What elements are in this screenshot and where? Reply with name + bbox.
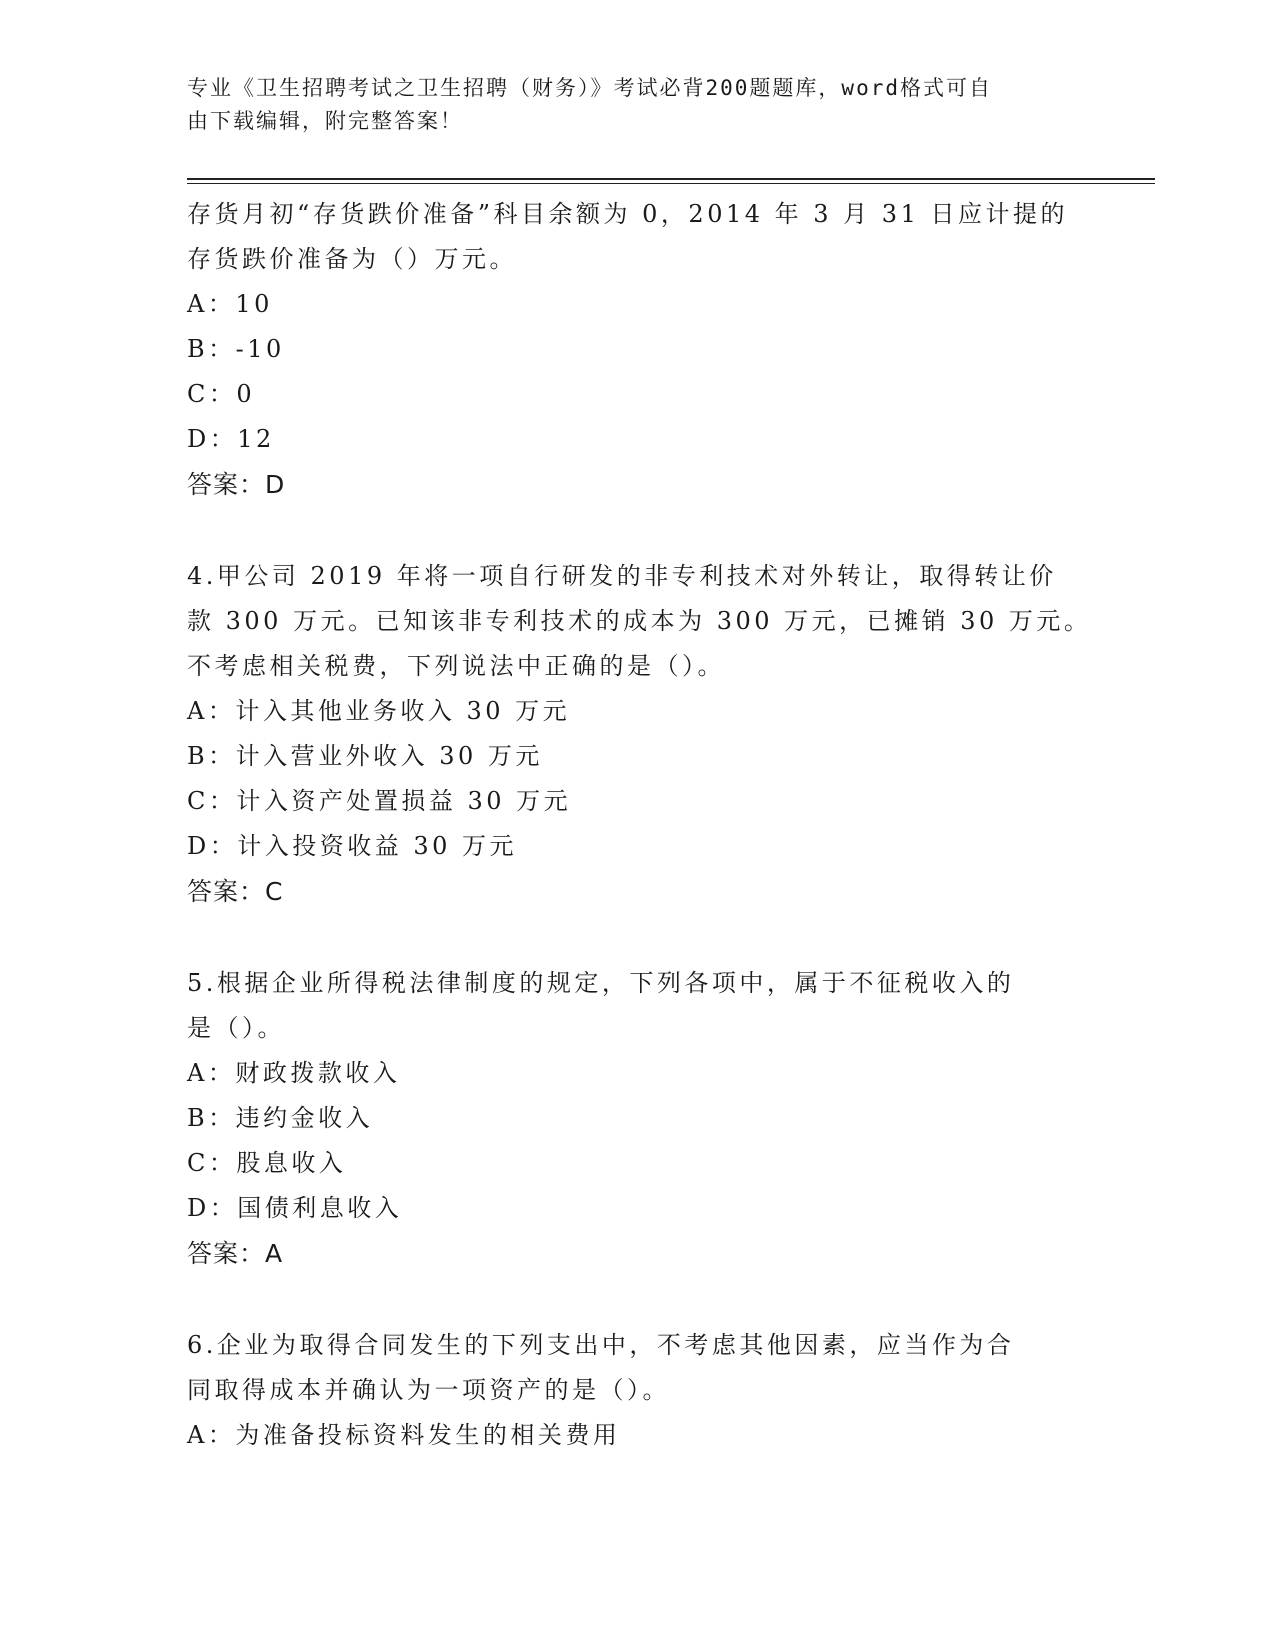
header-divider-thin	[187, 183, 1155, 184]
question-stem: 是（）。	[187, 1014, 285, 1042]
option-b: B：计入营业外收入 30 万元	[187, 742, 543, 770]
option-c: C：计入资产处置损益 30 万元	[187, 787, 572, 815]
header-divider-thick	[187, 178, 1155, 180]
answer-label: 答案：D	[187, 470, 286, 499]
question-stem: 不考虑相关税费，下列说法中正确的是（）。	[187, 652, 725, 680]
question-stem: 款 300 万元。已知该非专利技术的成本为 300 万元，已摊销 30 万元。	[187, 607, 1092, 635]
question-5	[187, 961, 1087, 1276]
option-a: A：计入其他业务收入 30 万元	[187, 697, 571, 725]
question-stem: 存货跌价准备为（）万元。	[187, 245, 517, 273]
question-6	[187, 1323, 1087, 1458]
question-3	[187, 192, 1087, 507]
option-a: A：10	[187, 290, 273, 318]
option-d: D：12	[187, 425, 275, 453]
question-stem: 6.企业为取得合同发生的下列支出中，不考虑其他因素，应当作为合	[187, 1331, 1015, 1359]
question-list	[187, 192, 1092, 1458]
answer-label: 答案：A	[187, 1239, 284, 1268]
header-line-2: 由下载编辑，附完整答案！	[187, 109, 463, 133]
option-a: A：财政拨款收入	[187, 1059, 401, 1087]
question-stem: 5.根据企业所得税法律制度的规定，下列各项中，属于不征税收入的	[187, 969, 1015, 997]
option-b: B：违约金收入	[187, 1104, 374, 1132]
question-stem: 存货月初“存货跌价准备”科目余额为 0，2014 年 3 月 31 日应计提的	[187, 200, 1068, 228]
option-d: D：计入投资收益 30 万元	[187, 832, 518, 860]
spacer	[187, 914, 1087, 961]
header-line-1: 专业《卫生招聘考试之卫生招聘（财务）》考试必背200题题库，word格式可自	[187, 76, 992, 100]
option-d: D：国债利息收入	[187, 1194, 403, 1222]
option-c: C：股息收入	[187, 1149, 347, 1177]
document-header	[187, 72, 1067, 138]
question-stem: 4.甲公司 2019 年将一项自行研发的非专利技术对外转让，取得转让价	[187, 562, 1057, 590]
option-c: C：0	[187, 380, 256, 408]
spacer	[187, 1276, 1087, 1323]
question-4	[187, 554, 1092, 914]
question-stem: 同取得成本并确认为一项资产的是（）。	[187, 1376, 670, 1404]
answer-label: 答案：C	[187, 877, 284, 906]
spacer	[187, 507, 1087, 554]
option-a: A：为准备投标资料发生的相关费用	[187, 1421, 621, 1449]
option-b: B：-10	[187, 335, 285, 363]
